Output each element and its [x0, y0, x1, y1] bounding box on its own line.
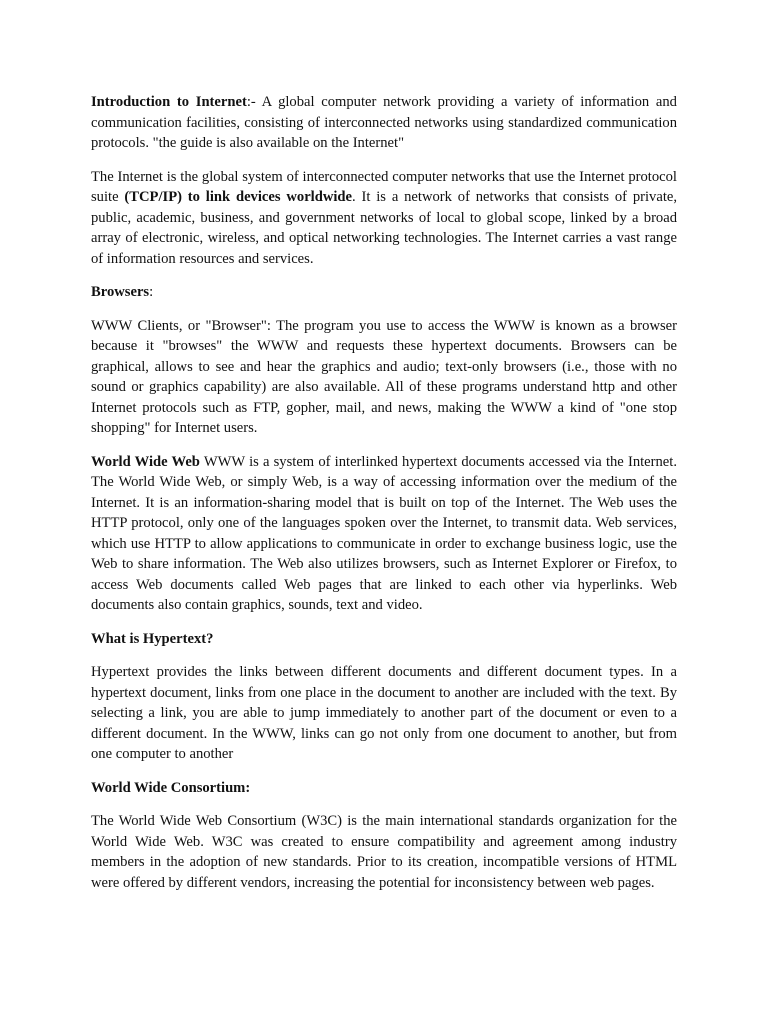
internet-text-before: The Internet is the global system of interconnected computer networks that use the Internet protocol suite	[91, 168, 677, 205]
browsers-heading-suffix: :	[149, 284, 154, 300]
www-title: World Wide Web	[91, 453, 200, 470]
consortium-heading-paragraph	[91, 778, 677, 799]
browsers-paragraph: WWW Clients, or "Browser": The program you use to access the WWW is known as a browser because it "browses" the WWW and requests these hypertext documents. Browsers can be graphical, allows to see and hear the graphics and audio; text-only browsers (i.e., those with no sound or graphics capability) are also available. All of these programs understand http and other Internet protocols such as FTP, gopher, mail, and news, making the WWW a kind of "one stop shopping" for Internet users.	[91, 317, 677, 436]
intro-paragraph	[91, 92, 677, 154]
hypertext-heading-paragraph	[91, 629, 677, 650]
document-page	[91, 92, 677, 906]
consortium-paragraph: The World Wide Web Consortium (W3C) is the main international standards organization for the World Wide Web. W3C was created to ensure compatibility and agreement among industry members in the adoption of new standards. Prior to its creation, incompatible versions of HTML were offered by different vendors, increasing the potential for inconsistency between web pages.	[91, 813, 677, 891]
intro-text: :- A global computer network providing a variety of information and communication facilities, consisting of interconnected networks using standardized communication protocols. "the guide is also available on the Internet"	[91, 94, 677, 151]
internet-paragraph	[91, 167, 677, 270]
browsers-heading-paragraph	[91, 282, 677, 303]
hypertext-paragraph: Hypertext provides the links between different documents and different document types. In a hypertext document, links from one place in the document to another are included with the text. By selecting a link, you are able to jump immediately to another part of the document or even to a different document. In the WWW, links can go not only from one document to another, but from one computer to another	[91, 664, 677, 762]
browsers-heading: Browsers	[91, 284, 150, 300]
www-paragraph	[91, 452, 677, 616]
www-text: WWW is a system of interlinked hypertext documents accessed via the Internet. The World Wide Web, or simply Web, is a way of accessing information over the medium of the Internet. It is an information-sharing model that is built on top of the Internet. The Web uses the HTTP protocol, only one of the languages spoken over the Internet, to transmit data. Web services, which use HTTP to allow applications to communicate in order to exchange business logic, use the Web to share information. The Web also utilizes browsers, such as Internet Explorer or Firefox, to access Web documents called Web pages that are linked to each other via hyperlinks. Web documents also contain graphics, sounds, text and video.	[91, 453, 677, 613]
hypertext-heading: What is Hypertext?	[91, 630, 214, 647]
internet-bold-text: (TCP/IP) to link devices worldwide	[124, 189, 353, 205]
consortium-heading: World Wide Consortium:	[91, 779, 251, 796]
intro-title: Introduction to Internet	[91, 94, 247, 110]
internet-text-after: . It is a network of networks that consists of private, public, academic, business, and government networks of local to global scope, linked by a broad array of electronic, wireless, and optical networking technologies. The Internet carries a vast range of information resources and services.	[91, 189, 677, 267]
